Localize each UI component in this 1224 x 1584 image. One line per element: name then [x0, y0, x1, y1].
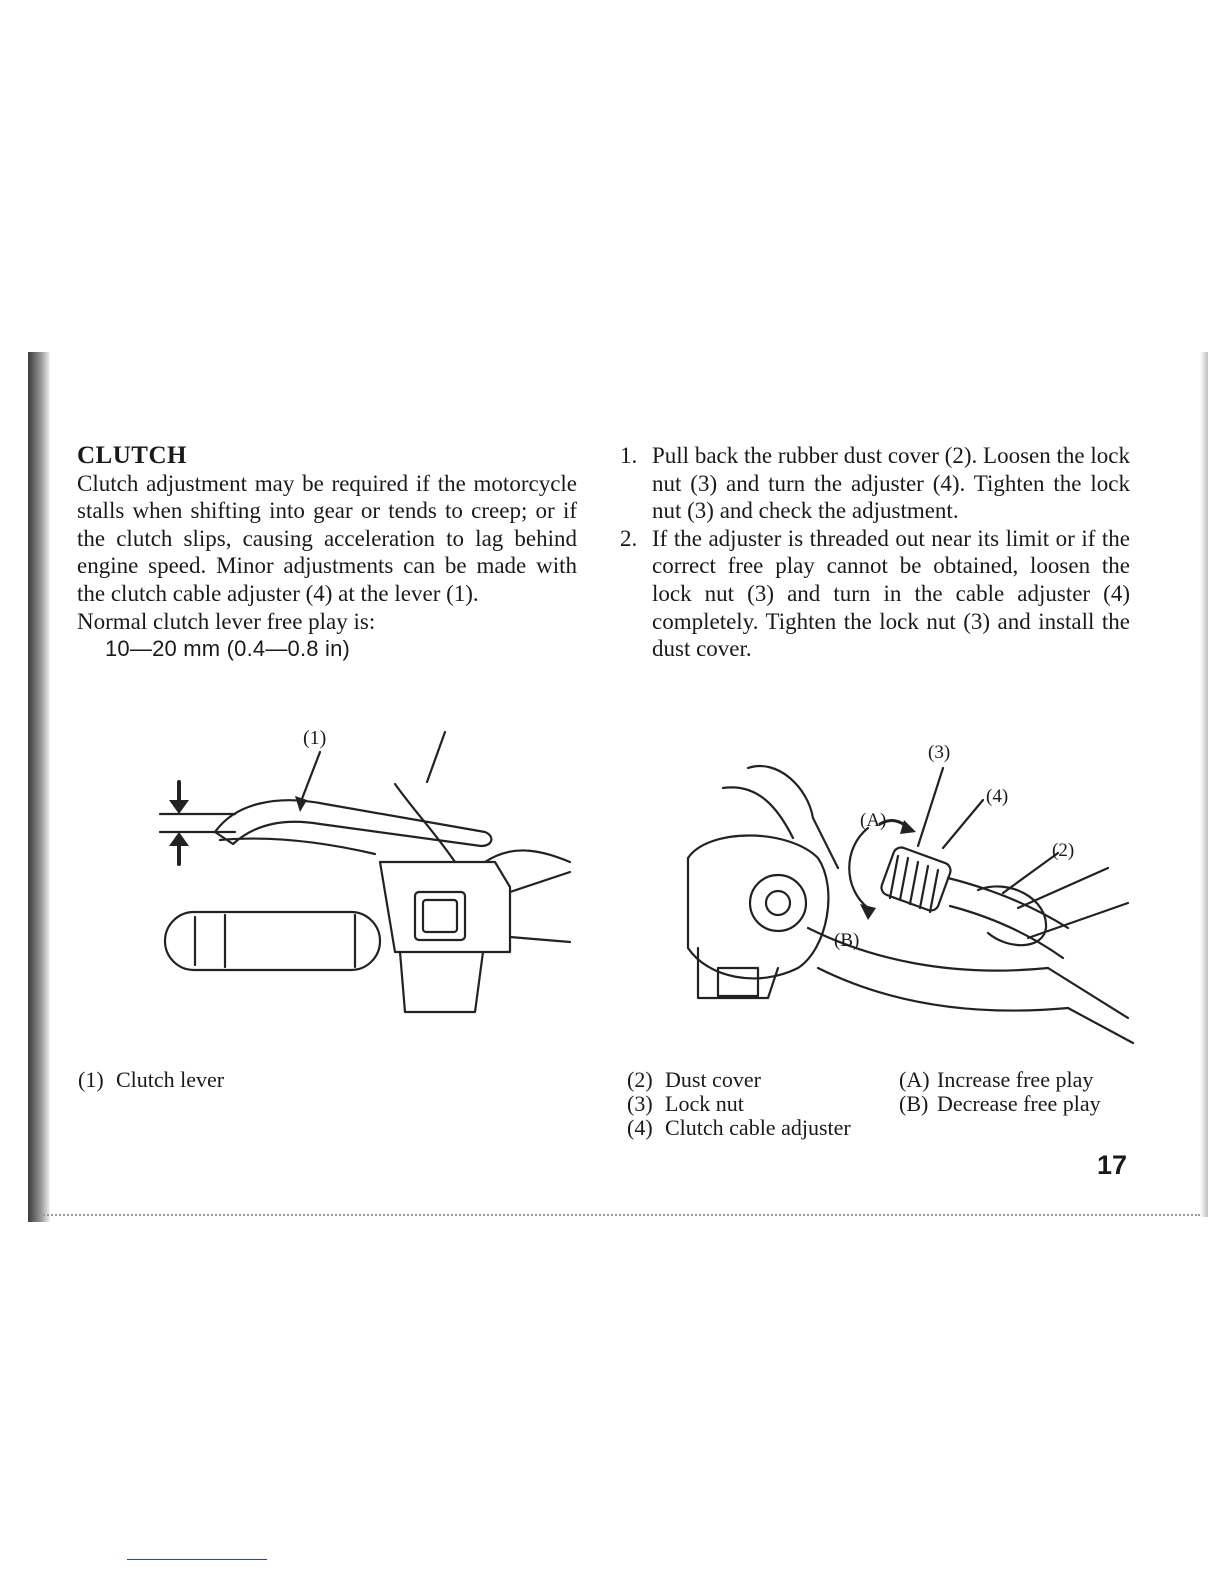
clutch-adjuster-illustration	[628, 728, 1138, 1048]
caption-label: Increase free play	[937, 1067, 1094, 1092]
caption-tag: (A)	[899, 1067, 930, 1092]
callout-b: (B)	[834, 930, 860, 951]
step-item	[620, 525, 1130, 663]
caption-item	[899, 1092, 1101, 1116]
callout-3: (3)	[928, 742, 951, 763]
caption-item	[627, 1092, 851, 1116]
caption-tag: (3)	[627, 1091, 653, 1116]
step-text: If the adjuster is threaded out near its limit or if the correct free play cannot be obtained, loosen the lock nut (3) and turn in the cable adjuster (4) completely. Tighten the lock nut (3) and install the dust cover.	[652, 525, 1130, 662]
callout-4: (4)	[986, 786, 1009, 807]
step-number: 1.	[620, 443, 638, 468]
callout-1: (1)	[303, 727, 327, 749]
caption-tag: (B)	[899, 1091, 929, 1116]
adjuster-barrel	[879, 845, 952, 913]
step-item	[620, 442, 1130, 525]
caption-tag: (1)	[78, 1067, 104, 1092]
free-play-spec: 10—20 mm (0.4—0.8 in)	[105, 636, 351, 662]
blue-underline	[127, 1559, 267, 1560]
binding-shadow	[28, 352, 50, 1222]
caption-label: Decrease free play	[937, 1091, 1101, 1116]
page-number: 17	[1097, 1150, 1128, 1180]
caption-item	[627, 1116, 851, 1140]
caption-label: Lock nut	[665, 1091, 744, 1116]
right-column	[620, 442, 1130, 663]
caption-item	[899, 1068, 1101, 1092]
callout-a: (A)	[860, 810, 887, 831]
spec-label: Normal clutch lever free play is:	[77, 608, 376, 634]
callout-2: (2)	[1052, 840, 1075, 861]
bottom-dotted-rule	[40, 1214, 1200, 1216]
caption-label: Clutch lever	[116, 1067, 225, 1092]
caption-list-right-directions	[899, 1068, 1101, 1116]
caption-label: Dust cover	[665, 1067, 761, 1092]
section-heading: CLUTCH	[77, 442, 187, 469]
caption-item	[627, 1068, 851, 1092]
intro-paragraph: Clutch adjustment may be required if the motorcycle stalls when shifting into gear or tends to creep; or if the clutch slips, causing acceleration to lag behind engine speed. Minor adjustments can be made with the clutch cable adjuster (4) at the lever (1).	[77, 470, 577, 606]
caption-list-right-parts	[627, 1068, 851, 1140]
caption-tag: (2)	[627, 1067, 653, 1092]
caption-item	[78, 1068, 224, 1092]
step-text: Pull back the rubber dust cover (2). Loosen the lock nut (3) and turn the adjuster (4). Tighten the lock nut (3) and check the adjustment.	[652, 443, 1130, 524]
left-column	[77, 442, 577, 663]
caption-list-left	[78, 1068, 224, 1092]
clutch-lever-illustration	[115, 712, 575, 1042]
procedure-steps	[620, 442, 1130, 663]
step-number: 2.	[620, 525, 638, 551]
caption-label: Clutch cable adjuster	[665, 1115, 851, 1140]
page-edge-shadow	[1200, 352, 1208, 1217]
caption-tag: (4)	[627, 1115, 653, 1140]
